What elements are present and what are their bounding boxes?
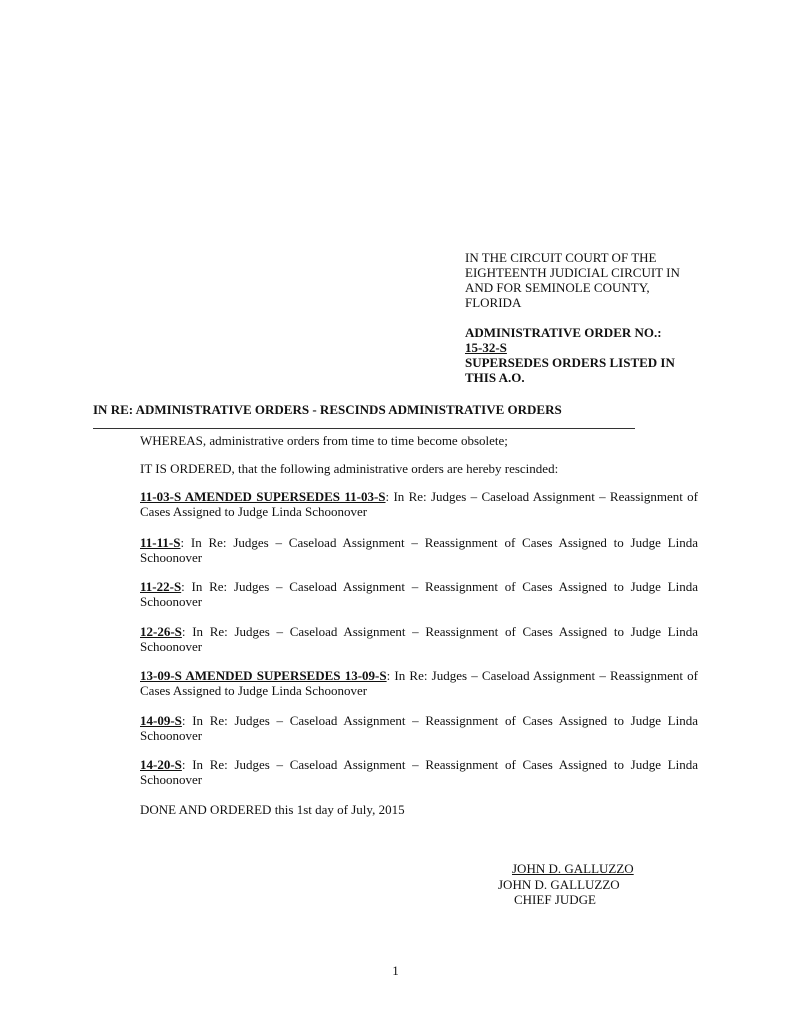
administrative-order-block — [465, 325, 697, 385]
order-description: : In Re: Judges – Caseload Assignment – Reassignment of Cases Assigned to Judge Linda Schoonover — [140, 713, 698, 743]
order-id: 13-09-S AMENDED SUPERSEDES 13-09-S — [140, 668, 387, 683]
order-description: : In Re: Judges – Caseload Assignment – Reassignment of Cases Assigned to Judge Linda Schoonover — [140, 668, 698, 698]
order-label: ADMINISTRATIVE ORDER NO.: — [465, 325, 662, 340]
done-and-ordered: DONE AND ORDERED this 1st day of July, 2015 — [140, 802, 405, 817]
order-id: 11-22-S — [140, 579, 182, 594]
court-line: EIGHTEENTH JUDICIAL CIRCUIT IN — [465, 265, 680, 280]
case-caption — [465, 250, 697, 385]
rescinded-order-item — [140, 713, 698, 743]
supersedes-line: THIS A.O. — [465, 370, 525, 385]
order-id: 11-11-S — [140, 535, 181, 550]
order-description: : In Re: Judges – Caseload Assignment – Reassignment of Cases Assigned to Judge Linda Schoonover — [140, 757, 698, 787]
order-id: 14-20-S — [140, 757, 182, 772]
signer-title: CHIEF JUDGE — [514, 892, 596, 907]
rescinded-order-item — [140, 624, 698, 654]
rescinded-order-item — [140, 489, 698, 519]
ordered-clause: IT IS ORDERED, that the following administrative orders are hereby rescinded: — [140, 461, 559, 476]
court-line: FLORIDA — [465, 295, 522, 310]
court-line: AND FOR SEMINOLE COUNTY, — [465, 280, 650, 295]
page-number: 1 — [392, 963, 399, 978]
heading-divider — [93, 428, 635, 429]
whereas-clause: WHEREAS, administrative orders from time to time become obsolete; — [140, 433, 508, 448]
order-description: : In Re: Judges – Caseload Assignment – Reassignment of Cases Assigned to Judge Linda Schoonover — [140, 535, 698, 565]
order-description: : In Re: Judges – Caseload Assignment – Reassignment of Cases Assigned to Judge Linda Schoonover — [140, 489, 698, 519]
order-number: 15-32-S — [465, 340, 507, 355]
rescinded-order-item — [140, 757, 698, 787]
rescinded-order-item — [140, 579, 698, 609]
order-description: : In Re: Judges – Caseload Assignment – Reassignment of Cases Assigned to Judge Linda Schoonover — [140, 579, 698, 609]
in-re-heading: IN RE: ADMINISTRATIVE ORDERS - RESCINDS ADMINISTRATIVE ORDERS — [93, 402, 562, 417]
signature-name: JOHN D. GALLUZZO — [512, 861, 634, 876]
rescinded-order-item — [140, 668, 698, 698]
order-id: 11-03-S AMENDED SUPERSEDES 11-03-S — [140, 489, 386, 504]
printed-name: JOHN D. GALLUZZO — [498, 877, 620, 892]
order-id: 14-09-S — [140, 713, 182, 728]
court-line: IN THE CIRCUIT COURT OF THE — [465, 250, 657, 265]
order-description: : In Re: Judges – Caseload Assignment – Reassignment of Cases Assigned to Judge Linda Schoonover — [140, 624, 698, 654]
order-id: 12-26-S — [140, 624, 182, 639]
rescinded-order-item — [140, 535, 698, 565]
supersedes-line: SUPERSEDES ORDERS LISTED IN — [465, 355, 675, 370]
